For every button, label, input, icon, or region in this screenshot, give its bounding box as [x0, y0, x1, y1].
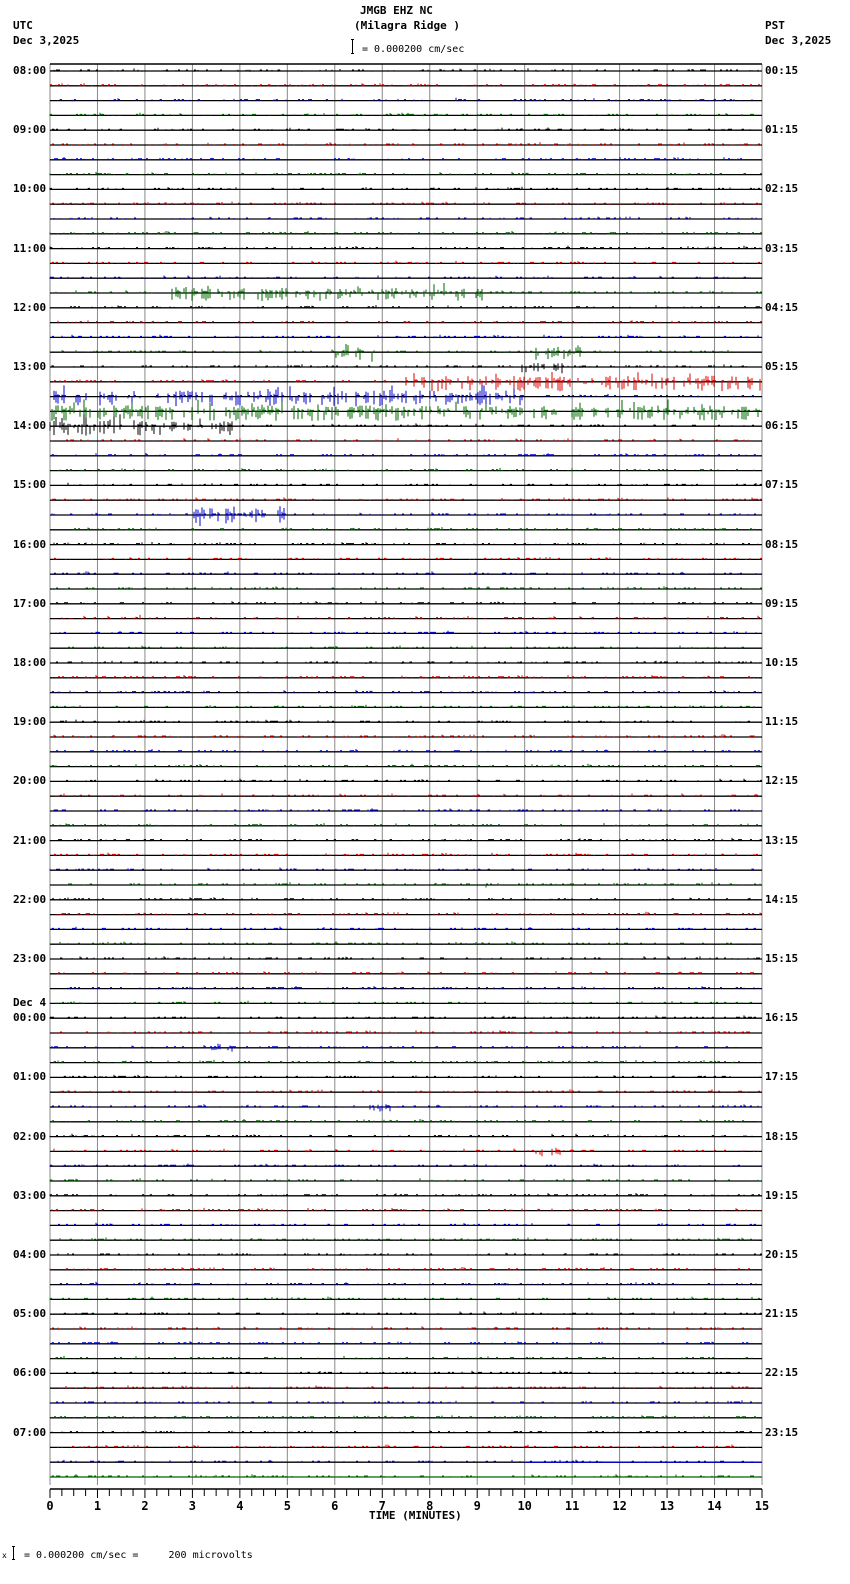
utc-hour-label: 16:00	[13, 537, 47, 551]
svg-text:1: 1	[93, 1499, 102, 1513]
pst-hour-label: 08:15	[765, 537, 799, 551]
svg-text:8: 8	[426, 1499, 434, 1513]
svg-text:12: 12	[612, 1499, 627, 1513]
utc-hour-label: 12:00	[13, 300, 47, 314]
pst-hour-label: 21:15	[765, 1307, 799, 1321]
utc-hour-label: 21:00	[13, 833, 47, 847]
pst-hour-label: 03:15	[765, 241, 799, 255]
utc-hour-label: 08:00	[13, 64, 47, 77]
pst-hour-label: 09:15	[765, 596, 799, 610]
pst-hour-label: 00:15	[765, 64, 799, 77]
pst-hour-label: 14:15	[765, 892, 799, 906]
station-title: JMGB EHZ NC	[360, 4, 433, 17]
svg-text:15: 15	[754, 1499, 770, 1513]
svg-text:6: 6	[331, 1499, 339, 1513]
footer-marker: x	[2, 1551, 7, 1560]
location-title: (Milagra Ridge )	[354, 19, 460, 32]
pst-hour-label: 04:15	[765, 300, 799, 314]
pst-hour-label: 20:15	[765, 1248, 799, 1261]
utc-date: Dec 3,2025	[13, 34, 80, 47]
utc-hour-label: 14:00	[13, 419, 47, 433]
svg-text:5: 5	[283, 1499, 291, 1513]
utc-hour-label: 02:00	[13, 1129, 47, 1143]
utc-hour-label: 07:00	[13, 1425, 47, 1439]
utc-hour-label: 03:00	[13, 1188, 47, 1202]
utc-hour-label: 04:00	[13, 1248, 47, 1261]
pst-hour-label: 18:15	[765, 1129, 799, 1143]
date-change-label: Dec 4	[13, 996, 47, 1010]
svg-text:7: 7	[378, 1499, 386, 1513]
utc-hour-label: 19:00	[13, 715, 47, 729]
utc-hour-label: 05:00	[13, 1307, 47, 1321]
pst-hour-label: 05:15	[765, 360, 799, 373]
pst-hour-label: 02:15	[765, 182, 799, 196]
pst-hour-label: 13:15	[765, 833, 799, 847]
svg-text:13: 13	[659, 1499, 675, 1513]
x-axis-title: TIME (MINUTES)	[369, 1509, 462, 1522]
svg-text:11: 11	[564, 1499, 580, 1513]
svg-text:0: 0	[46, 1499, 54, 1513]
utc-hour-label: 01:00	[13, 1070, 47, 1084]
pst-hour-label: 19:15	[765, 1188, 799, 1202]
pst-hour-label: 10:15	[765, 656, 799, 669]
utc-hour-label: 20:00	[13, 774, 47, 788]
footer-scale-bar-icon	[12, 1546, 15, 1560]
utc-hour-label: 17:00	[13, 596, 47, 610]
utc-hour-label: 06:00	[13, 1366, 47, 1380]
utc-hour-label: 13:00	[13, 360, 47, 373]
pst-date: Dec 3,2025	[765, 34, 832, 47]
pst-hour-label: 15:15	[765, 952, 799, 965]
svg-text:9: 9	[473, 1499, 481, 1513]
utc-hour-label: 23:00	[13, 952, 47, 965]
footer-scale-text: = 0.000200 cm/sec = 200 microvolts	[24, 1550, 253, 1561]
utc-hour-label: 15:00	[13, 478, 47, 492]
pst-hour-label: 11:15	[765, 715, 799, 729]
utc-hour-label: 09:00	[13, 123, 47, 137]
svg-text:10: 10	[517, 1499, 532, 1513]
scale-text: = 0.000200 cm/sec	[362, 44, 465, 55]
utc-hour-label: 18:00	[13, 656, 47, 669]
pst-hour-label: 07:15	[765, 478, 799, 492]
utc-label: UTC	[13, 19, 33, 32]
pst-hour-label: 16:15	[765, 1011, 799, 1025]
svg-text:2: 2	[141, 1499, 149, 1513]
utc-hour-label: 00:00	[13, 1011, 47, 1025]
pst-hour-label: 06:15	[765, 419, 799, 433]
pst-hour-label: 22:15	[765, 1366, 799, 1380]
svg-text:3: 3	[188, 1499, 197, 1513]
pst-hour-label: 17:15	[765, 1070, 799, 1084]
utc-hour-label: 11:00	[13, 241, 47, 255]
utc-hour-label: 22:00	[13, 892, 47, 906]
utc-hour-label: 10:00	[13, 182, 47, 196]
pst-hour-label: 12:15	[765, 774, 799, 788]
svg-text:14: 14	[707, 1499, 722, 1513]
pst-hour-label: 23:15	[765, 1425, 799, 1439]
svg-text:4: 4	[236, 1499, 244, 1513]
pst-label: PST	[765, 19, 785, 32]
pst-hour-label: 01:15	[765, 123, 799, 137]
